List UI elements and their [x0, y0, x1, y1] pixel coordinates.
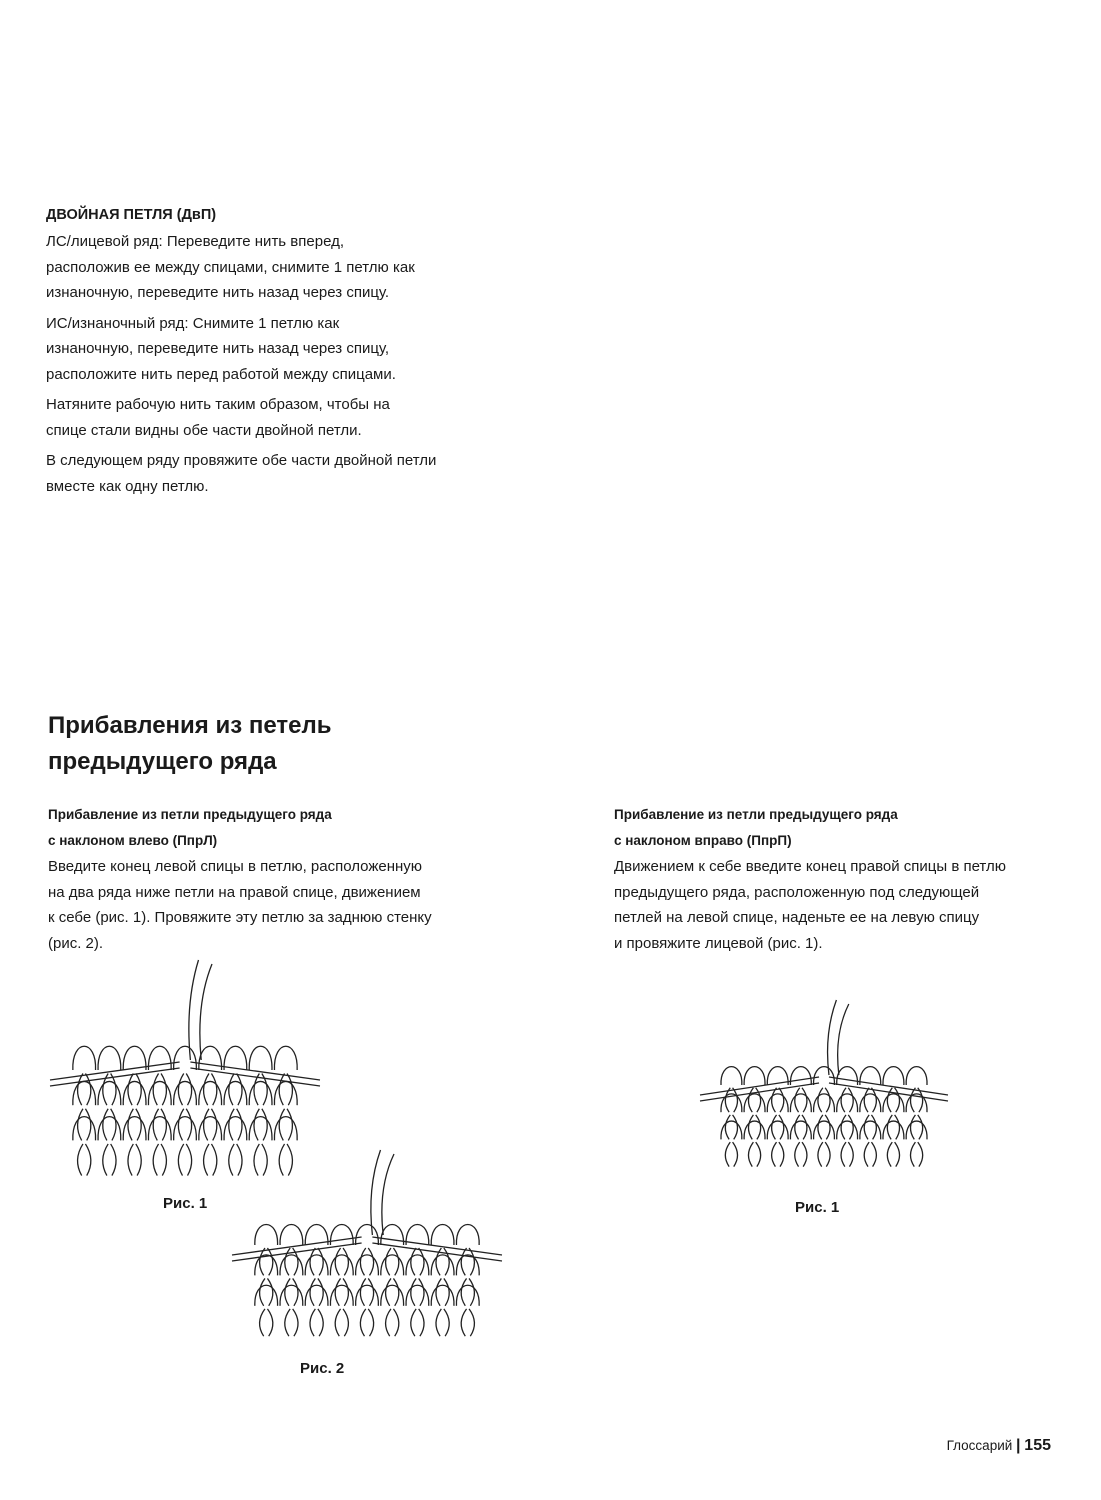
- stitch-leg: [779, 1088, 784, 1112]
- stitch-leg: [772, 1115, 777, 1139]
- stitch-loop: [906, 1067, 927, 1085]
- stitch-leg: [848, 1088, 853, 1112]
- text-line: В следующем ряду провяжите обе части двойной петли: [46, 452, 437, 469]
- text-line: вместе как одну петлю.: [46, 477, 209, 495]
- text-line: расположив ее между спицами, снимите 1 петлю как: [46, 258, 415, 276]
- heading-line: предыдущего ряда: [48, 748, 277, 775]
- stitch-loop: [883, 1121, 904, 1139]
- stitch-loop: [906, 1121, 927, 1139]
- stitch-leg: [748, 1115, 753, 1139]
- stitch-loop: [790, 1067, 811, 1085]
- stitch-loop: [814, 1067, 835, 1085]
- text-line: с наклоном влево (ПпрЛ): [48, 832, 218, 848]
- stitch-loop: [767, 1121, 788, 1139]
- stitch-leg: [795, 1115, 800, 1139]
- stitch-loop: [837, 1121, 858, 1139]
- needle: [700, 1077, 948, 1095]
- text-line: расположите нить перед работой между спицами.: [46, 365, 396, 383]
- text-line: Прибавление из петли предыдущего ряда: [48, 807, 332, 822]
- text-line: спице стали видны обе части двойной петли.: [46, 421, 362, 439]
- stitch-leg: [841, 1088, 846, 1112]
- separator: |: [1016, 1437, 1021, 1454]
- text-line: предыдущего ряда, расположенную под следующей: [614, 883, 980, 901]
- stitch-leg: [825, 1088, 830, 1112]
- stitch-leg: [725, 1142, 730, 1166]
- stitch-loop: [744, 1067, 765, 1085]
- stitch-loop: [721, 1067, 742, 1085]
- stitch-leg: [772, 1088, 777, 1112]
- stitch-leg: [825, 1142, 830, 1166]
- stitch-loop: [860, 1094, 881, 1112]
- stitch-leg: [748, 1088, 753, 1112]
- heading-line: Прибавления из петель: [48, 712, 332, 739]
- stitch-leg: [864, 1142, 869, 1166]
- text-line: на два ряда ниже петли на правой спице, движением: [48, 883, 421, 901]
- stitch-leg: [779, 1115, 784, 1139]
- stitch-leg: [871, 1142, 876, 1166]
- stitch-leg: [848, 1142, 853, 1166]
- stitch-leg: [871, 1088, 876, 1112]
- stitch-loop: [883, 1067, 904, 1085]
- stitch-loop: [837, 1067, 858, 1085]
- text-line: и провяжите лицевой (рис. 1).: [614, 934, 823, 952]
- text-line: изнаночную, переведите нить назад через спицу.: [46, 284, 390, 301]
- figure-caption: Рис. 1: [795, 1199, 840, 1216]
- stitch-leg: [733, 1088, 738, 1112]
- stitch-leg: [841, 1115, 846, 1139]
- stitch-leg: [910, 1115, 915, 1139]
- text-line: Введите конец левой спицы в петлю, расположенную: [48, 858, 423, 875]
- yarn: [828, 1000, 837, 1075]
- figure-caption: Рис. 1: [163, 1195, 208, 1212]
- stitch-leg: [895, 1142, 900, 1166]
- text-line: ИС/изнаночный ряд: Снимите 1 петлю как: [46, 314, 340, 332]
- stitch-leg: [895, 1088, 900, 1112]
- stitch-loop: [883, 1094, 904, 1112]
- section-heading: ДВОЙНАЯ ПЕТЛЯ (ДвП): [46, 207, 217, 223]
- stitch-leg: [918, 1115, 923, 1139]
- section-name: Глоссарий: [946, 1438, 1013, 1453]
- stitch-loop: [744, 1094, 765, 1112]
- stitch-leg: [895, 1115, 900, 1139]
- stitch-leg: [756, 1142, 761, 1166]
- stitch-loop: [790, 1121, 811, 1139]
- stitch-leg: [802, 1142, 807, 1166]
- stitch-loop: [837, 1094, 858, 1112]
- stitch-leg: [818, 1142, 823, 1166]
- stitch-leg: [802, 1115, 807, 1139]
- stitch-loop: [860, 1121, 881, 1139]
- stitch-leg: [887, 1142, 892, 1166]
- page-footer: [947, 1437, 1051, 1455]
- text-line: к себе (рис. 1). Провяжите эту петлю за заднюю стенку: [48, 909, 432, 926]
- stitch-loop: [790, 1094, 811, 1112]
- stitch-leg: [918, 1142, 923, 1166]
- stitch-loop: [721, 1121, 742, 1139]
- stitch-loop: [744, 1121, 765, 1139]
- text-line: Движением к себе введите конец правой спицы в петлю: [614, 858, 1006, 875]
- figure-caption: Рис. 2: [300, 1360, 345, 1377]
- stitch-leg: [864, 1115, 869, 1139]
- stitch-leg: [818, 1115, 823, 1139]
- stitch-leg: [772, 1142, 777, 1166]
- stitch-leg: [910, 1088, 915, 1112]
- text-line: Натяните рабочую нить таким образом, чтобы на: [46, 396, 390, 413]
- text-line: петлей на левой спице, наденьте ее на левую спицу: [614, 909, 980, 926]
- stitch-leg: [725, 1115, 730, 1139]
- text-line: изнаночную, переведите нить назад через спицу,: [46, 340, 390, 357]
- stitch-leg: [795, 1142, 800, 1166]
- stitch-leg: [871, 1115, 876, 1139]
- text-line: Прибавление из петли предыдущего ряда: [614, 807, 898, 822]
- stitch-leg: [802, 1088, 807, 1112]
- stitch-loop: [767, 1094, 788, 1112]
- stitch-leg: [733, 1115, 738, 1139]
- stitch-leg: [779, 1142, 784, 1166]
- stitch-leg: [733, 1142, 738, 1166]
- stitch-loop: [814, 1121, 835, 1139]
- text-line: ЛС/лицевой ряд: Переведите нить вперед,: [46, 233, 345, 250]
- stitch-leg: [756, 1115, 761, 1139]
- stitch-leg: [848, 1115, 853, 1139]
- stitch-leg: [825, 1115, 830, 1139]
- stitch-leg: [748, 1142, 753, 1166]
- page-number: 155: [1024, 1437, 1051, 1454]
- stitch-leg: [795, 1088, 800, 1112]
- stitch-leg: [887, 1115, 892, 1139]
- text-line: (рис. 2).: [48, 934, 104, 952]
- stitch-leg: [864, 1088, 869, 1112]
- yarn: [838, 1004, 849, 1075]
- stitch-leg: [818, 1088, 823, 1112]
- stitch-leg: [841, 1142, 846, 1166]
- stitch-leg: [910, 1142, 915, 1166]
- text-line: с наклоном вправо (ПпрП): [614, 832, 792, 848]
- stitch-loop: [814, 1094, 835, 1112]
